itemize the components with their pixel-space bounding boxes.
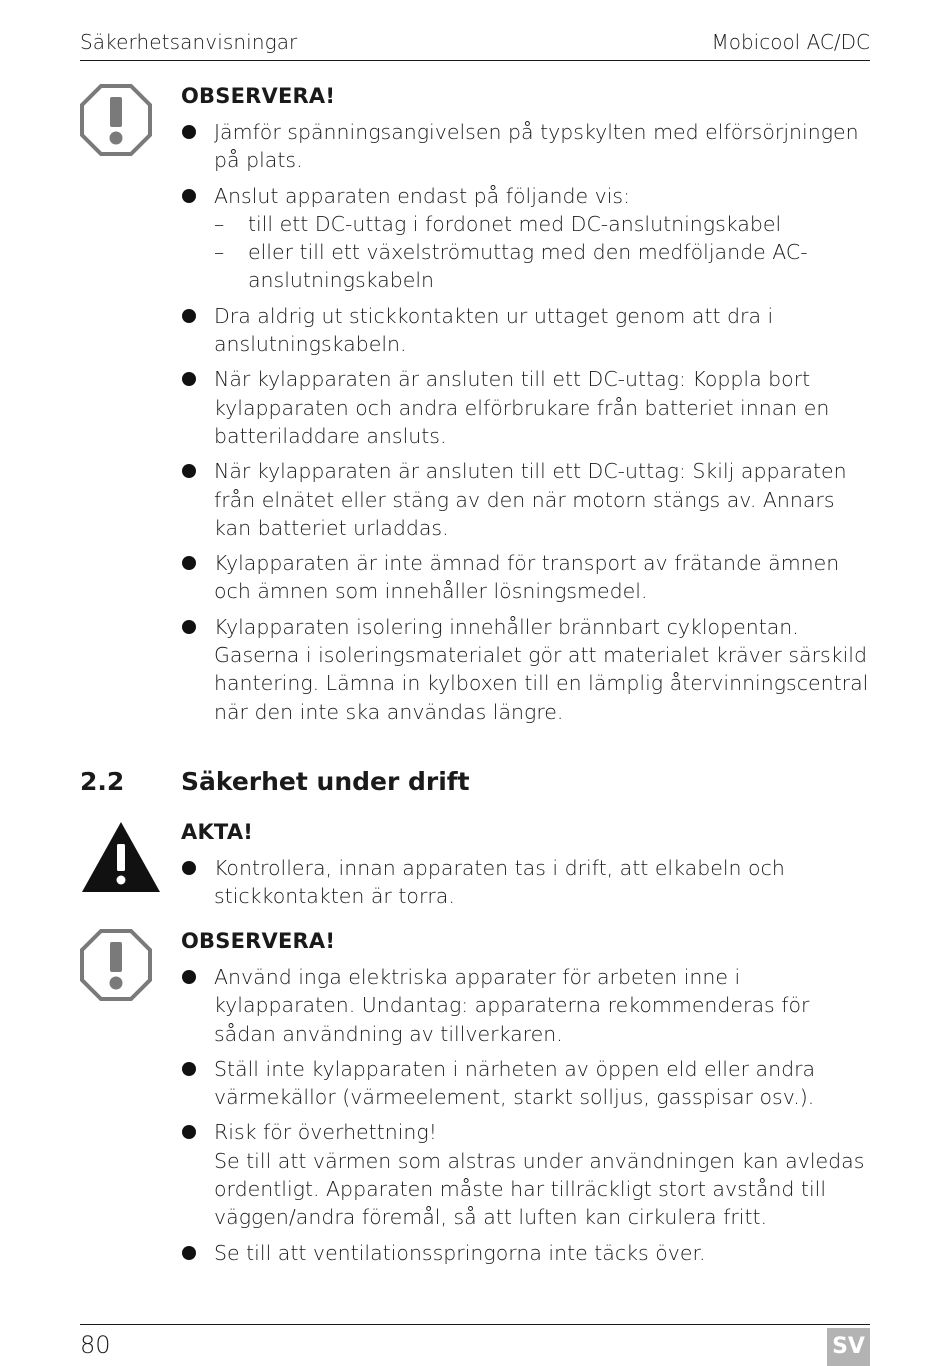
section-heading [80,767,870,803]
sub-list-item: – till ett DC-uttag i fordonet med DC-anslutningskabel [214,210,871,238]
page-footer [80,1324,870,1366]
notice-octagon-icon [80,929,152,1001]
header-section-title: Säkerhetsanvisningar [80,30,298,54]
list-item: Kylapparaten isolering innehåller brännbart cyklopentan. Gaserna i isoleringsmaterialet gör att materialet kräver särskild hantering. Lämna in kylboxen till en lämplig återvinningscentral när den inte ska användas längre. [181,613,871,726]
warning-triangle-icon [80,820,162,894]
list-item-detail: Se till att värmen som alstras under användningen kan avledas ordentligt. Apparaten måste har tillräckligt stort avstånd till väggen/andra föremål, så att luften kan cirkulera fritt. [214,1148,865,1230]
section-title: Säkerhet under drift [181,767,470,796]
sub-list [214,210,871,295]
notice-label: OBSERVERA! [181,929,336,953]
sub-list-item: – eller till ett växelströmuttag med den medföljande AC-anslutningskabeln [214,238,871,295]
list-item: Kylapparaten är inte ämnad för transport av frätande ämnen och ämnen som innehåller lösningsmedel. [181,549,871,606]
list-item: Dra aldrig ut stickkontakten ur uttaget genom att dra i anslutningskabeln. [181,302,871,359]
language-badge: SV [827,1328,870,1366]
list-item: När kylapparaten är ansluten till ett DC-uttag: Koppla bort kylapparaten och andra elförbrukare från batteriet innan en batteriladdare ansluts. [181,365,871,450]
section-number: 2.2 [80,767,125,796]
notice-list [181,963,871,1267]
list-item-text: Anslut apparaten endast på följande vis: [214,183,631,208]
list-item: Kontrollera, innan apparaten tas i drift, att elkabeln och stickkontakten är torra. [181,854,871,911]
list-item [181,182,871,295]
list-item: Använd inga elektriska apparater för arbeten inne i kylapparaten. Undantag: apparaterna rekommenderas för sådan användning av tillverkaren. [181,963,871,1048]
notice-list [181,118,871,726]
caution-label: AKTA! [181,820,254,844]
list-item: Se till att ventilationsspringorna inte täcks över. [181,1239,871,1267]
list-item: Ställ inte kylapparaten i närheten av öppen eld eller andra värmekällor (värmeelement, starkt solljus, gasspisar osv.). [181,1055,871,1112]
list-item: Jämför spänningsangivelsen på typskylten med elförsörjningen på plats. [181,118,871,175]
page-header [80,30,870,61]
header-product-name: Mobicool AC/DC [711,30,870,54]
notice-label: OBSERVERA! [181,84,336,108]
list-item: När kylapparaten är ansluten till ett DC-uttag: Skilj apparaten från elnätet eller stäng av den när motorn stängs av. Annars kan batteriet urladdas. [181,457,871,542]
caution-list [181,854,871,911]
list-item-text: Risk för överhettning! [214,1120,437,1145]
notice-octagon-icon [80,84,152,156]
list-item [181,1118,871,1231]
page-number: 80 [80,1331,111,1359]
